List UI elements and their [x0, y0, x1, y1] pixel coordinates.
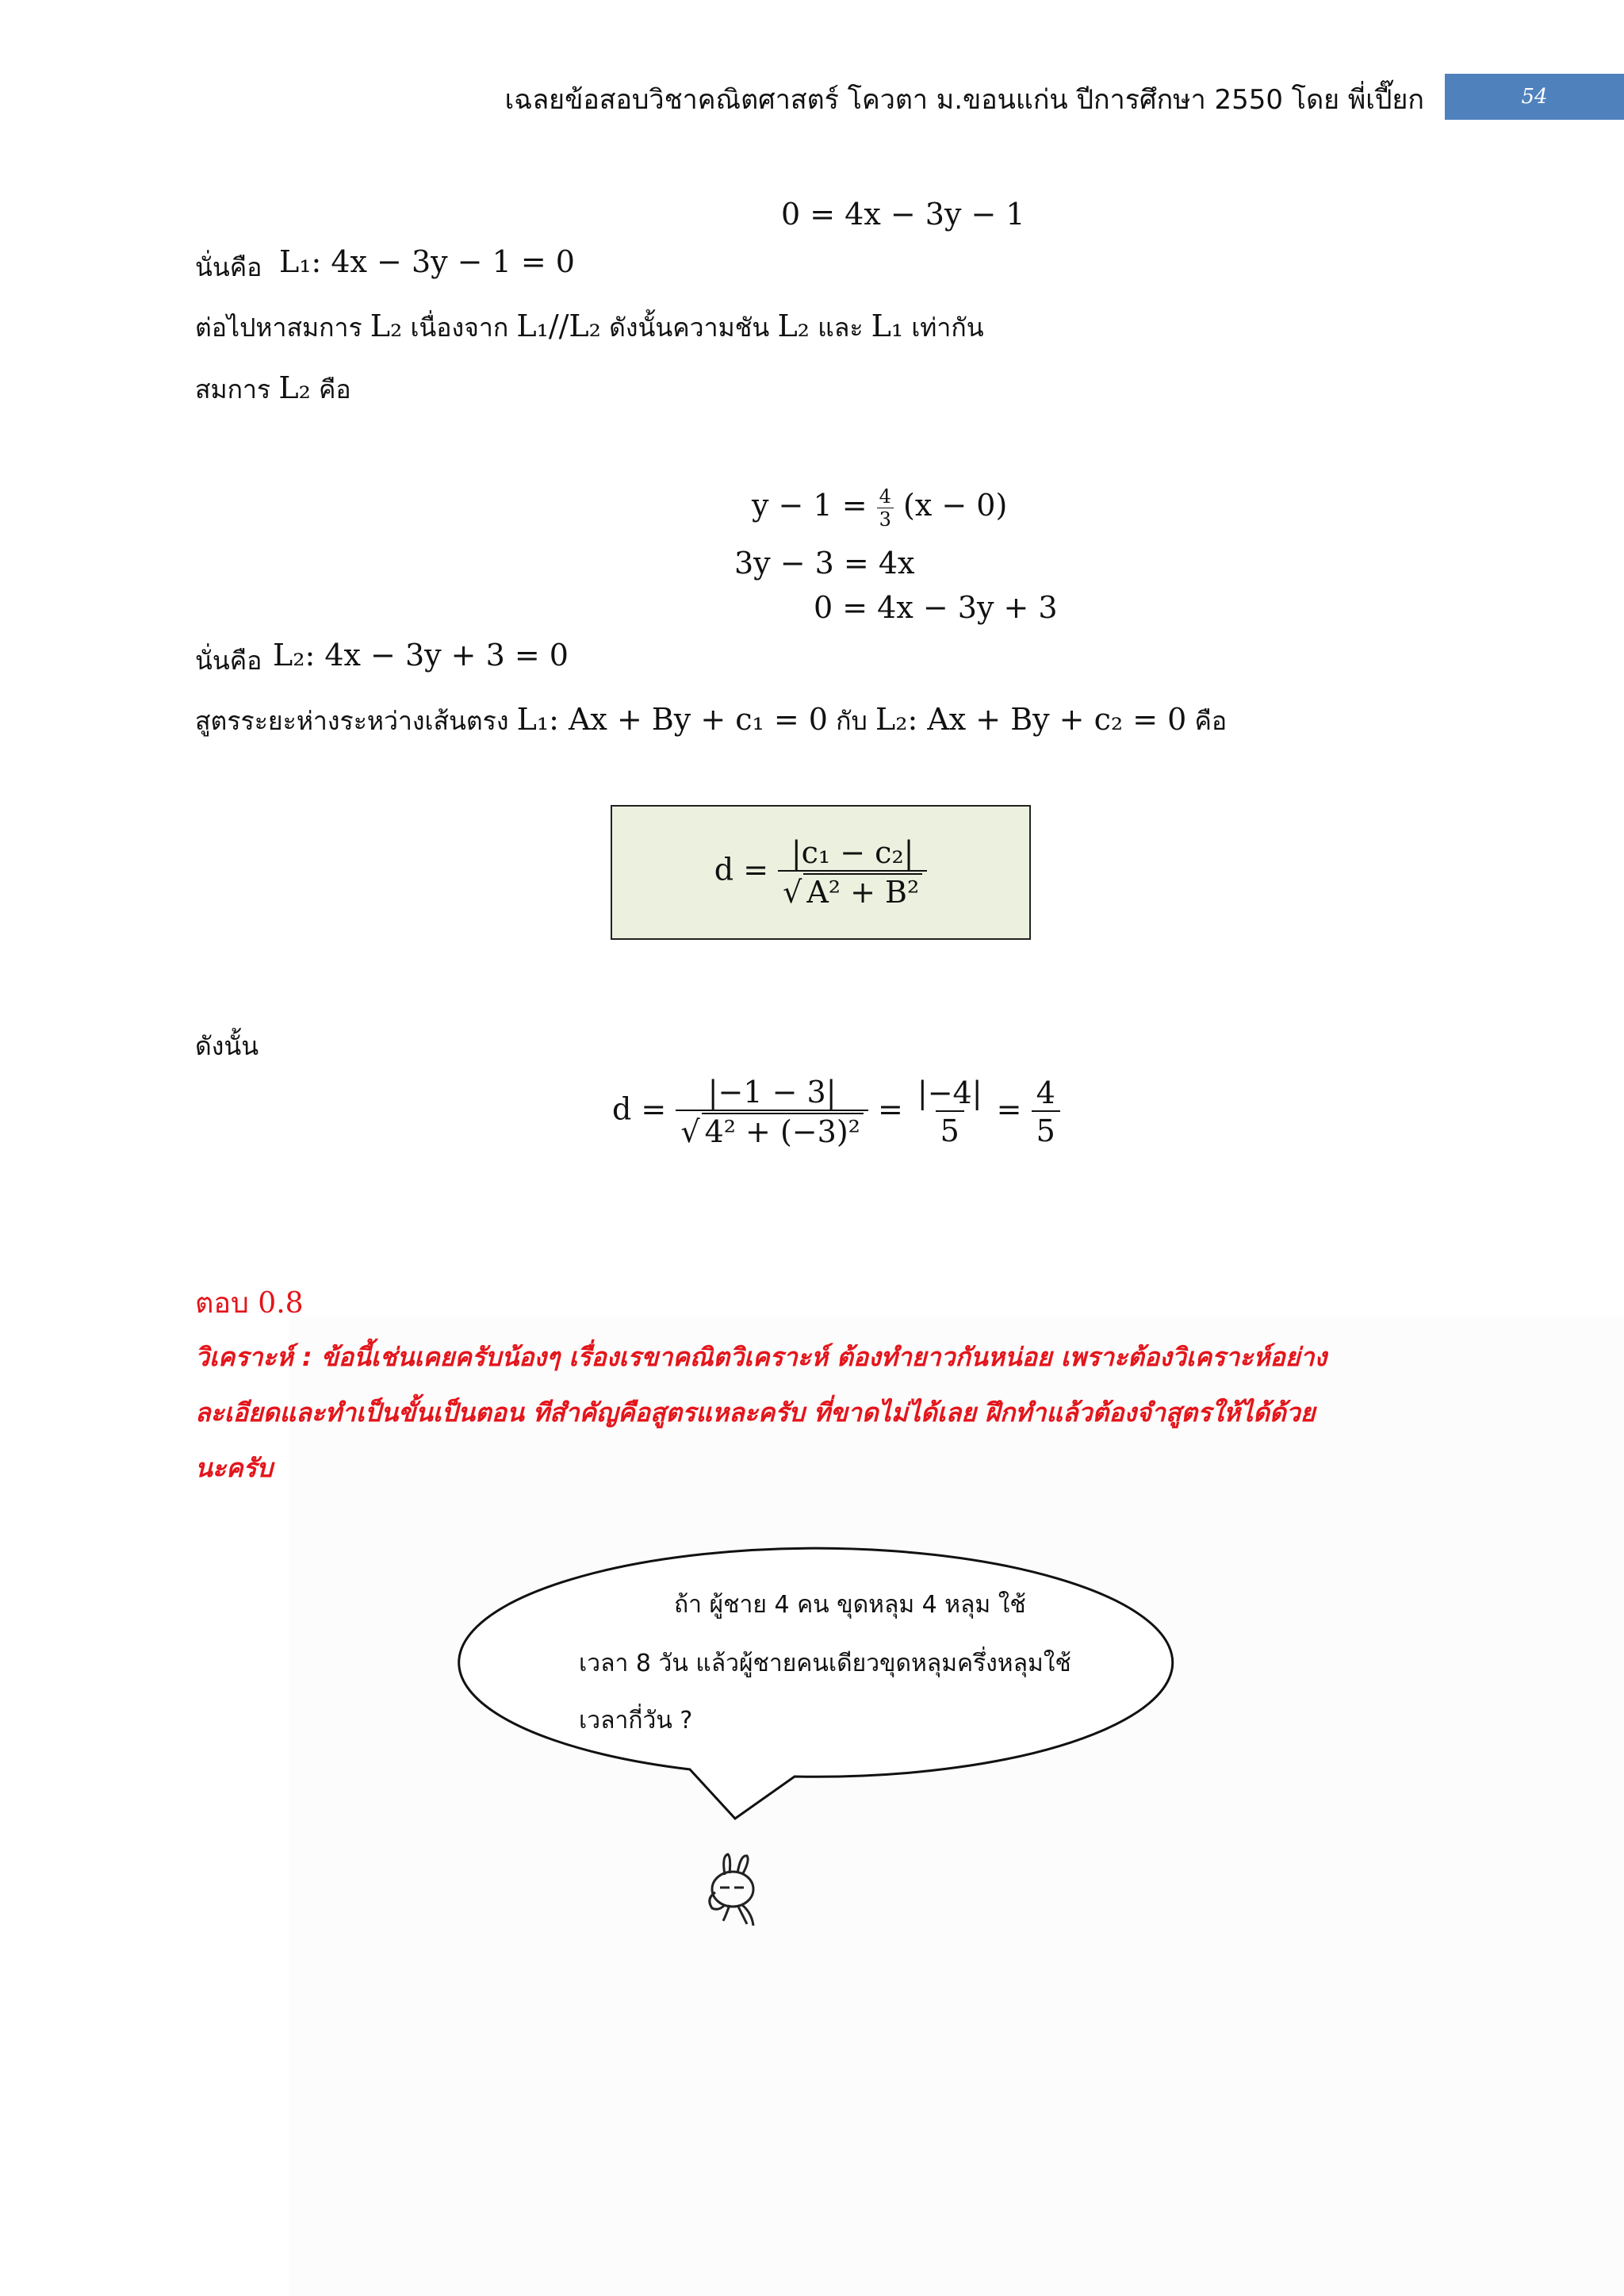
line2-m3: L₂	[777, 309, 810, 343]
line2-t1: ต่อไปหาสมการ	[195, 312, 362, 343]
line5-m2: L₂: Ax + By + c₂ = 0	[875, 702, 1187, 737]
line1-equation: L₁: 4x − 3y − 1 = 0	[279, 244, 575, 279]
result-fraction-1	[676, 1075, 868, 1149]
line4-prefix: นั่นคือ	[195, 646, 262, 676]
bubble-line-2: เวลา 8 วัน แล้วผู้ชายคนเดียวขุดหลุมครึ่งหลุมใช้	[579, 1650, 1071, 1677]
therefore-label: ดังนั้น	[195, 1031, 259, 1061]
line3-text	[195, 370, 351, 410]
line5-text	[195, 701, 1227, 742]
result-f3-denominator: 5	[1032, 1110, 1060, 1148]
result-f1-numerator: |−1 − 3|	[707, 1075, 837, 1110]
line2-t4: และ	[818, 312, 864, 343]
derivation-fraction	[877, 485, 894, 531]
line5-t3: คือ	[1194, 706, 1228, 736]
bubble-line-3: เวลากี่วัน ?	[579, 1707, 693, 1734]
analysis-line-3: นะครับ	[195, 1453, 273, 1483]
line2-m4: L₁	[871, 309, 904, 343]
formula-radicand: A² + B²	[803, 873, 922, 910]
result-f2-denominator: 5	[936, 1110, 964, 1148]
derivation-row1-left: y − 1 =	[752, 488, 868, 523]
result-f3-numerator: 4	[1036, 1075, 1055, 1110]
derivation-row1-right: (x − 0)	[903, 488, 1008, 523]
line2-t3: ดังนั้นความชัน	[609, 312, 770, 343]
distance-formula-box	[611, 805, 1031, 940]
header-title: เฉลยข้อสอบวิชาคณิตศาสตร์ โควตา ม.ขอนแก่น ปีการศึกษา 2550 โดย พี่เปี๊ยก	[504, 84, 1424, 116]
line5-t1: สูตรระยะห่างระหว่างเส้นตรง	[195, 706, 509, 736]
result-fraction-3	[1032, 1075, 1060, 1148]
derivation-row1	[752, 485, 1007, 531]
formula-denominator: √ A² + B²	[778, 870, 927, 910]
line3-t2: คือ	[318, 374, 351, 404]
result-f1-denominator: √ 4² + (−3)²	[676, 1110, 868, 1149]
formula-fraction	[778, 835, 927, 910]
result-f1-radicand: 4² + (−3)²	[702, 1113, 864, 1149]
page-number-badge: 54	[1445, 74, 1624, 120]
line2-t5: เท่ากัน	[911, 312, 984, 343]
fraction-denominator: 3	[877, 508, 894, 531]
line5-m1: L₁: Ax + By + c₁ = 0	[516, 702, 828, 737]
line5-t2: กับ	[836, 706, 868, 736]
result-equation	[612, 1075, 1060, 1149]
analysis-line-2: ละเอียดและทำเป็นขั้นเป็นตอน ทีสำคัญคือสูตรแหละครับ ที่ขาดไม่ได้เลย ฝึกทำแล้วต้องจำสูตรให้ได้ด้วย	[195, 1397, 1316, 1428]
line1-prefix: นั่นคือ	[195, 252, 262, 282]
derivation-row2: 3y − 3 = 4x	[734, 546, 915, 581]
formula-numerator: |c₁ − c₂|	[791, 835, 914, 870]
result-equals-1: =	[877, 1091, 903, 1127]
line2-text	[195, 308, 984, 348]
analysis-line-1: วิเคราะห์ : ข้อนี้เช่นเคยครับน้องๆ เรื่องเรขาคณิตวิเคราะห์ ต้องทำยาวกันหน่อย เพราะต้องวิเคราะห์อย่าง	[195, 1342, 1327, 1372]
derivation-row3: 0 = 4x − 3y + 3	[814, 590, 1058, 625]
answer-label: ตอบ 0.8	[195, 1287, 304, 1320]
line2-t2: เนื่องจาก	[410, 312, 509, 343]
result-equals-2: =	[996, 1091, 1022, 1127]
result-lhs: d =	[612, 1091, 667, 1127]
fraction-numerator: 4	[879, 485, 891, 508]
line2-m1: L₂	[370, 309, 403, 343]
bubble-line-1: ถ้า ผู้ชาย 4 คน ขุดหลุม 4 หลุม ใช้	[674, 1591, 1026, 1619]
formula-lhs: d =	[714, 852, 769, 887]
result-fraction-2	[913, 1075, 987, 1148]
result-f2-numerator: |−4|	[917, 1075, 982, 1110]
line3-t1: สมการ	[195, 374, 271, 404]
distance-formula	[714, 835, 927, 910]
line3-m1: L₂	[278, 370, 311, 405]
equation-top: 0 = 4x − 3y − 1	[781, 197, 1025, 232]
line2-m2: L₁//L₂	[516, 309, 601, 343]
line4-equation: L₂: 4x − 3y + 3 = 0	[273, 638, 569, 673]
cartoon-character-icon	[710, 1854, 753, 1926]
